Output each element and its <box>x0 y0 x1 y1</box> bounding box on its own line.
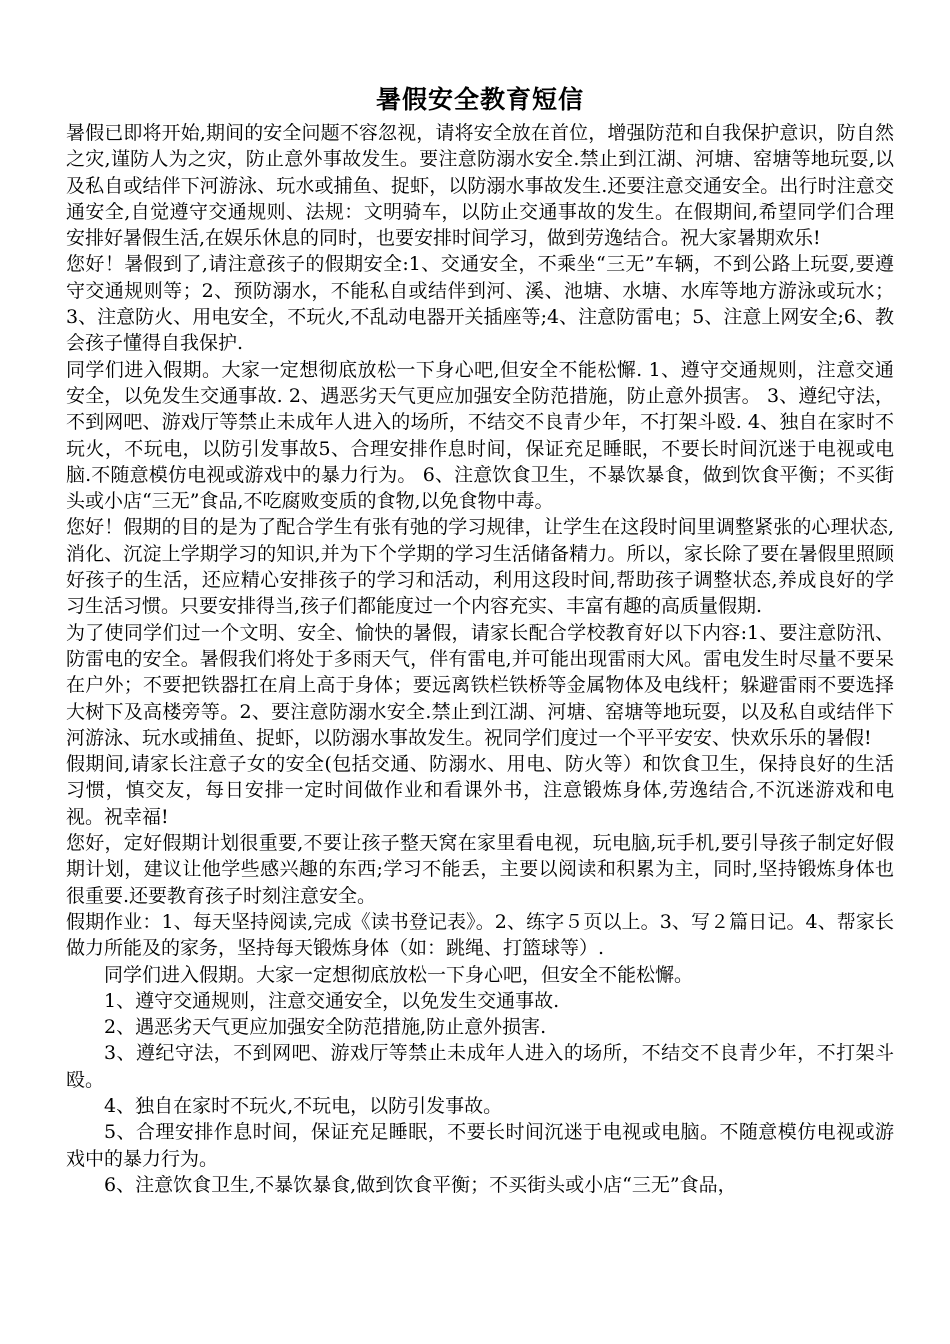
indented-paragraph: 5、合理安排作息时间，保证充足睡眠，不要长时间沉迷于电视或电脑。不随意模仿电视或游戏中的暴力行为。 <box>66 1121 894 1170</box>
paragraph: 假期间,请家长注意子女的安全(包括交通、防溺水、用电、防火等）和饮食卫生，保持良好的生活习惯，慎交友，每日安排一定时间做作业和看课外书，注意锻炼身体,劳逸结合,不沉迷游戏和电视。祝幸福! <box>66 753 894 828</box>
document-page <box>66 80 894 1340</box>
indented-paragraph: 1、遵守交通规则，注意交通安全，以免发生交通事故. <box>104 989 560 1012</box>
paragraph: 您好！暑假到了,请注意孩子的假期安全:1、交通安全，不乘坐“三无”车辆，不到公路上玩耍,要遵守交通规则等；2、预防溺水，不能私自或结伴到河、溪、池塘、水塘、水库等地方游泳或玩水；3、注意防火、用电安全，不玩火,不乱动电器开关插座等;4、注意防雷电；5、注意上网安全;6、教会孩子懂得自我保护. <box>66 253 894 355</box>
paragraph: 您好，定好假期计划很重要,不要让孩子整天窝在家里看电视，玩电脑,玩手机,要引导孩子制定好假期计划，建议让他学些感兴趣的东西;学习不能丢，主要以阅读和积累为主，同时,坚持锻炼身体也很重要.还要教育孩子时刻注意安全。 <box>66 832 894 907</box>
paragraph: 暑假已即将开始,期间的安全问题不容忽视，请将安全放在首位，增强防范和自我保护意识，防自然之灾,谨防人为之灾，防止意外事故发生。要注意防溺水安全.禁止到江湖、河塘、窑塘等地玩耍,以及私自或结伴下河游泳、玩水或捕鱼、捉虾，以防溺水事故发生.还要注意交通安全。出行时注意交通安全,自觉遵守交通规则、法规：文明骑车，以防止交通事故的发生。在假期间,希望同学们合理安排好暑假生活,在娱乐休息的同时，也要安排时间学习，做到劳逸结合。祝大家暑期欢乐! <box>66 122 894 250</box>
indented-paragraph: 6、注意饮食卫生,不暴饮暴食,做到饮食平衡；不买街头或小店“三无”食品， <box>104 1173 737 1196</box>
indented-paragraph: 同学们进入假期。大家一定想彻底放松一下身心吧，但安全不能松懈。 <box>104 963 694 986</box>
document-body <box>66 120 894 1198</box>
indented-paragraph: 2、遇恶劣天气更应加强安全防范措施,防止意外损害. <box>104 1016 547 1039</box>
paragraph: 为了使同学们过一个文明、安全、愉快的暑假，请家长配合学校教育好以下内容:1、要注意防汛、防雷电的安全。暑假我们将处于多雨天气，伴有雷电,并可能出现雷雨大风。雷电发生时尽量不要呆在户外；不要把铁器扛在肩上高于身体；要远离铁栏铁桥等金属物体及电线杆；躲避雷雨不要选择大树下及高楼旁等。2、要注意防溺水安全.禁止到江湖、河塘、窑塘等地玩耍，以及私自或结伴下河游泳、玩水或捕鱼、捉虾，以防溺水事故发生。祝同学们度过一个平平安安、快欢乐乐的暑假! <box>66 621 894 749</box>
indented-paragraph: 3、遵纪守法，不到网吧、游戏厅等禁止未成年人进入的场所，不结交不良青少年，不打架斗殴。 <box>66 1042 894 1091</box>
paragraph: 假期作业：1、每天坚持阅读,完成《读书登记表》。2、练字５页以上。3、写２篇日记。4、帮家长做力所能及的家务，坚持每天锻炼身体（如：跳绳、打篮球等）. <box>66 910 894 960</box>
indented-paragraph: 4、独自在家时不玩火,不玩电，以防引发事故。 <box>104 1094 503 1117</box>
document-title: 暑假安全教育短信 <box>375 85 584 114</box>
paragraph: 同学们进入假期。大家一定想彻底放松一下身心吧,但安全不能松懈. 1、遵守交通规则，注意交通安全，以免发生交通事故. 2、遇恶劣天气更应加强安全防范措施，防止意外损害。 3、遵纪守法，不到网吧、游戏厅等禁止未成年人进入的场所，不结交不良青少年，不打架斗殴. 4、独自在家时不玩火，不玩电，以防引发事故5、合理安排作息时间，保证充足睡眠，不要长时间沉迷于电视或电脑.不随意模仿电视或游戏中的暴力行为。 6、注意饮食卫生，不暴饮暴食，做到饮食平衡；不买街头或小店“三无”食品,不吃腐败变质的食物,以免食物中毒。 <box>66 358 894 513</box>
paragraph: 您好！假期的目的是为了配合学生有张有弛的学习规律，让学生在这段时间里调整紧张的心理状态,消化、沉淀上学期学习的知识,并为下个学期的学习生活储备精力。所以，家长除了要在暑假里照顾好孩子的生活，还应精心安排孩子的学习和活动，利用这段时间,帮助孩子调整状态,养成良好的学习生活习惯。只要安排得当,孩子们都能度过一个内容充实、丰富有趣的高质量假期. <box>66 516 894 618</box>
